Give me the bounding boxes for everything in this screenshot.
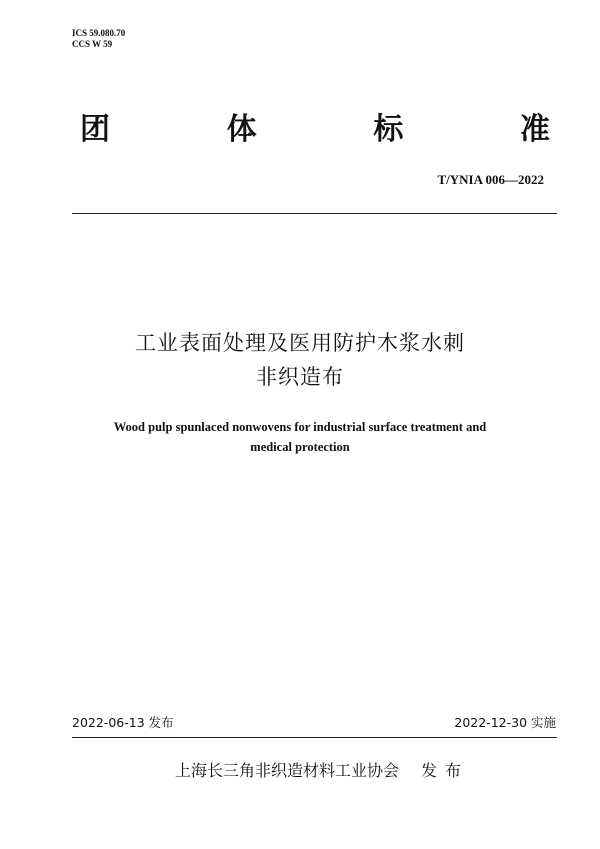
issuer-name: 上海长三角非织造材料工业协会 <box>175 761 400 780</box>
ics-code: ICS 59.080.70 <box>72 28 126 38</box>
classification-codes <box>72 28 125 50</box>
bottom-divider <box>72 737 557 738</box>
standard-type-char: 体 <box>226 112 257 147</box>
english-title-line: Wood pulp spunlaced nonwovens for industrial surface treatment and <box>113 420 487 434</box>
chinese-title <box>60 326 540 394</box>
implement-date: 2022-12-30 实施 <box>454 715 556 730</box>
english-title-line: medical protection <box>250 440 350 454</box>
issuer-line <box>175 760 470 780</box>
chinese-title-line: 非织造布 <box>256 365 344 389</box>
standard-number: T/YNIA 006—2022 <box>437 172 544 187</box>
publish-date: 2022-06-13 发布 <box>72 715 174 730</box>
chinese-title-line: 工业表面处理及医用防护木浆水刺 <box>135 331 465 355</box>
standard-type-heading <box>80 112 550 148</box>
top-divider <box>72 213 557 214</box>
ccs-code: CCS W 59 <box>72 39 113 49</box>
standard-type-char: 团 <box>80 112 110 147</box>
english-title <box>70 417 530 457</box>
issue-word: 发布 <box>421 761 470 780</box>
standard-type-char: 准 <box>519 112 550 147</box>
standard-type-char: 标 <box>373 112 404 147</box>
